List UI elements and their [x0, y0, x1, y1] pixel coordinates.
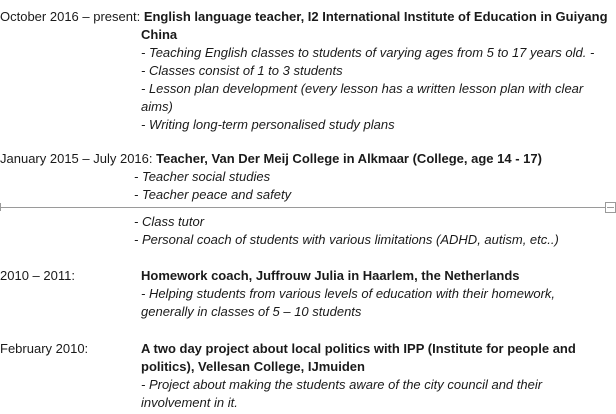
entry-4-title: A two day project about local politics with IPP (Institute for people and [141, 341, 576, 356]
entry-3-title: Homework coach, Juffrouw Julia in Haarlem, the Netherlands [141, 268, 520, 283]
entry-4-detail: - Project about making the students aware of the city council and their [141, 377, 543, 392]
entry-2-detail: - Teacher social studies [134, 169, 271, 184]
entry-4-date: February 2010: [0, 341, 89, 356]
entry-1-title: English language teacher, I2 International Institute of Education in Guiyang [143, 9, 608, 24]
entry-4-title-continued: politics), Vellesan College, IJmuiden [141, 359, 365, 374]
entry-2-detail: - Teacher peace and safety [134, 187, 292, 202]
entry-1-detail: - Classes consist of 1 to 3 students [141, 63, 343, 78]
entry-2-heading [0, 150, 542, 168]
page-break-left-marker [0, 203, 1, 211]
entry-3-detail: generally in classes of 5 – 10 students [141, 304, 362, 319]
entry-2-detail: - Personal coach of students with various limitations (ADHD, autism, etc..) [134, 232, 559, 247]
entry-3-date: 2010 – 2011: [0, 268, 75, 283]
entry-2-date: January 2015 – July 2016: [0, 151, 157, 166]
entry-1-detail: - Lesson plan development (every lesson has a written lesson plan with clear [141, 81, 584, 96]
entry-1-detail: - Teaching English classes to students of varying ages from 5 to 17 years old. - [141, 45, 595, 60]
entry-4-detail: involvement in it. [141, 395, 238, 410]
entry-1-detail: - Writing long-term personalised study plans [141, 117, 395, 132]
entry-1-title-continued: China [141, 27, 178, 42]
entry-3-detail: - Helping students from various levels of education with their homework, [141, 286, 556, 301]
page-break-line [0, 207, 616, 208]
entry-2-detail: - Class tutor [134, 214, 205, 229]
entry-1-heading [0, 8, 608, 26]
entry-2-title: Teacher, Van Der Meij College in Alkmaar (College, age 14 - 17) [156, 151, 542, 166]
entry-1-date: October 2016 – present: [0, 9, 144, 24]
page-break-right-handle[interactable] [605, 202, 616, 213]
entry-1-detail: aims) [141, 99, 173, 114]
